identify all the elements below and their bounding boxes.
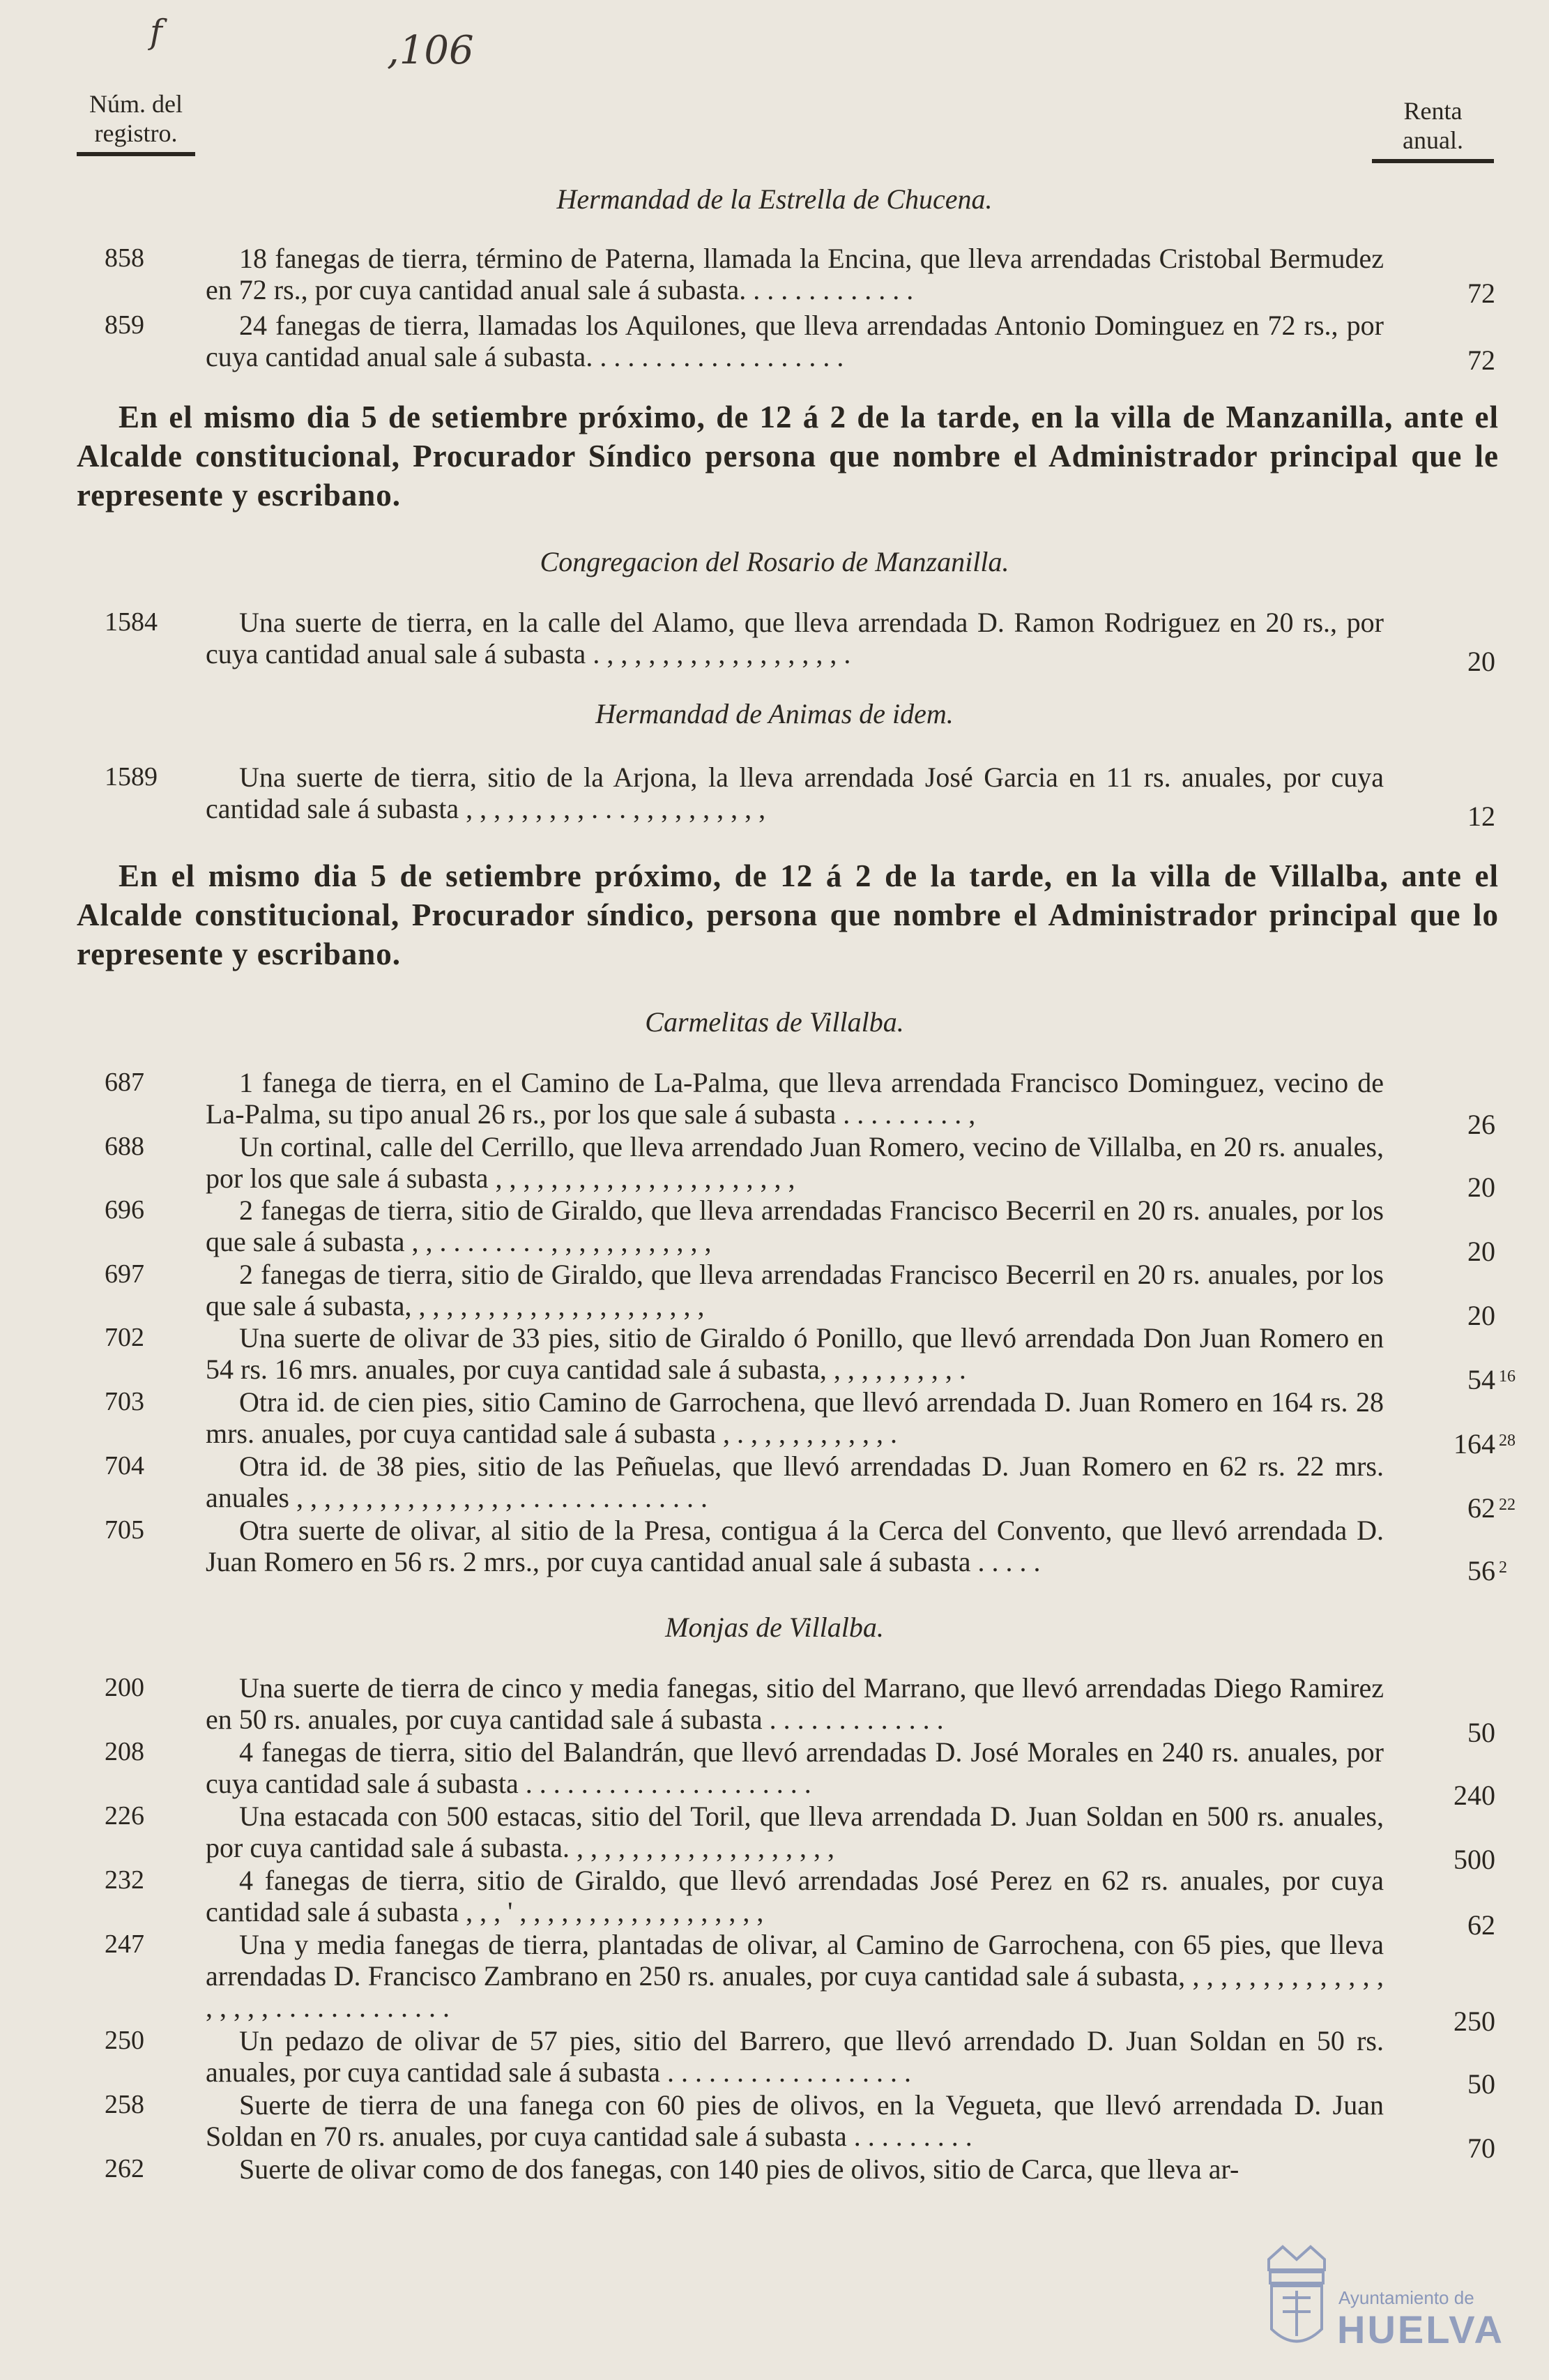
entry-amount: 50 [1467, 1717, 1495, 1748]
entry-amount: 20 [1467, 646, 1495, 677]
entry-amount: 62 [1467, 1909, 1495, 1941]
header-right-line1: Renta [1403, 97, 1463, 125]
auction-announcement: En el mismo dia 5 de setiembre próximo, de 12 á 2 de la tarde, en la villa de Manzanilla, ante el Alcalde constitucional, Procurador Síndico persona que nombre el Administrador principal que le represente y escribano. [77, 400, 1499, 513]
section-title: Monjas de Villalba. [665, 1612, 884, 1643]
section-title: Hermandad de Animas de idem. [595, 698, 954, 729]
entry-amount: 240 [1453, 1780, 1495, 1811]
entry-text: 1 fanega de tierra, en el Camino de La-Palma, que lleva arrendada Francisco Dominguez, vecino de La-Palma, su tipo anual 26 rs., por los que sale á subasta . . . . . . . . . , [206, 1067, 1384, 1130]
section-title: Hermandad de la Estrella de Chucena. [556, 183, 993, 215]
entry-text: 4 fanegas de tierra, sitio de Giraldo, que llevó arrendadas José Perez en 62 rs. anuales, por cuya cantidad sale á subasta , , , ' , , , , , , , , , , , , , , , , , , [206, 1865, 1384, 1927]
entry-text: Una estacada con 500 estacas, sitio del Toril, que lleva arrendada D. Juan Soldan en 500 rs. anuales, por cuya cantidad sale á subasta. , , , , , , , , , , , , , , , , , , , [206, 1801, 1384, 1863]
entry-number: 696 [105, 1195, 144, 1225]
entry-number: 704 [105, 1451, 144, 1480]
entry-number: 1584 [105, 607, 158, 637]
header-left-line2: registro. [94, 119, 178, 147]
entry-maravedis: 2 [1499, 1559, 1507, 1577]
entry-number: 859 [105, 310, 144, 340]
entry-number: 250 [105, 2026, 144, 2055]
entry-text: 2 fanegas de tierra, sitio de Giraldo, que lleva arrendadas Francisco Becerril en 20 rs. anuales, por los que sale á subasta , , . . . . . . . . , , , , , , , , , , , , [206, 1195, 1384, 1257]
entry-maravedis: 22 [1499, 1496, 1516, 1514]
entry-number: 262 [105, 2154, 144, 2183]
header-left-rule [77, 152, 195, 156]
entry-amount: 250 [1453, 2006, 1495, 2037]
entry-number: 688 [105, 1132, 144, 1161]
entry-text: Una suerte de tierra, en la calle del Alamo, que lleva arrendada D. Ramon Rodriguez en 20 rs., por cuya cantidad anual sale á subasta . , , , , , , , , , , , , , , , , , . [206, 607, 1384, 669]
header-annual-rent [1372, 96, 1494, 163]
entry-amount: 54 [1467, 1364, 1495, 1395]
header-registry-number [77, 89, 195, 156]
entry-amount: 20 [1467, 1172, 1495, 1203]
entry-text: Otra suerte de olivar, al sitio de la Presa, contigua á la Cerca del Convento, que llevó arrendada D. Juan Romero en 56 rs. 2 mrs., por cuya cantidad anual sale á subasta . . . . . [206, 1515, 1384, 1577]
header-left-line1: Núm. del [89, 90, 183, 118]
section-title: Carmelitas de Villalba. [645, 1006, 904, 1038]
entry-number: 208 [105, 1737, 144, 1766]
entry-amount: 72 [1467, 278, 1495, 309]
entry-text: Una suerte de tierra de cinco y media fanegas, sitio del Marrano, que llevó arrendadas Diego Ramirez en 50 rs. anuales, por cuya cantidad sale á subasta . . . . . . . . . . . . . [206, 1672, 1384, 1735]
entry-text: 2 fanegas de tierra, sitio de Giraldo, que lleva arrendadas Francisco Becerril en 20 rs. anuales, por los que sale á subasta, , , , , , , , , , , , , , , , , , , , , , [206, 1259, 1384, 1321]
entry-text: Una y media fanegas de tierra, plantadas de olivar, al Camino de Garrochena, con 65 pies, que lleva arrendadas D. Francisco Zambrano en 250 rs. anuales, por cuya cantidad sale á subasta, , , , , , , , , , , , , , , , , , , , . . . . . . . . . . . . . [206, 1929, 1384, 2023]
entry-amount: 70 [1467, 2132, 1495, 2164]
entry-text: Un pedazo de olivar de 57 pies, sitio del Barrero, que llevó arrendado D. Juan Soldan en 50 rs. anuales, por cuya cantidad sale á subasta . . . . . . . . . . . . . . . . . . [206, 2025, 1384, 2088]
section-title: Congregacion del Rosario de Manzanilla. [540, 546, 1009, 577]
entry-text: 4 fanegas de tierra, sitio del Balandrán, que llevó arrendadas D. José Morales en 240 rs. anuales, por cuya cantidad sale á subasta . . . . . . . . . . . . . . . . . . . . . [206, 1736, 1384, 1799]
entry-number: 200 [105, 1673, 144, 1702]
entry-text: 18 fanegas de tierra, término de Paterna, llamada la Encina, que lleva arrendadas Cristobal Bermudez en 72 rs., por cuya cantidad anual sale á subasta. . . . . . . . . . . . . [206, 243, 1384, 305]
entry-amount: 72 [1467, 344, 1495, 376]
handwritten-page-number: ,106 [387, 28, 474, 73]
entry-amount: 20 [1467, 1300, 1495, 1331]
entry-number: 687 [105, 1068, 144, 1097]
handwritten-corner-mark: f [150, 13, 162, 52]
logo-line1: Ayuntamiento de [1338, 2287, 1474, 2308]
entry-text: Otra id. de 38 pies, sitio de las Peñuelas, que llevó arrendadas D. Juan Romero en 62 rs. 22 mrs. anuales , , , , , , , , , , , , , , , , . . . . . . . . . . . . . . [206, 1450, 1384, 1513]
entry-amount: 12 [1467, 801, 1495, 832]
entry-text: Un cortinal, calle del Cerrillo, que lleva arrendado Juan Romero, vecino de Villalba, en 20 rs. anuales, por los que sale á subasta , , , , , , , , , , , , , , , , , , , , , , [206, 1131, 1384, 1194]
entry-text: Otra id. de cien pies, sitio Camino de Garrochena, que llevó arrendada D. Juan Romero en 164 rs. 28 mrs. anuales, por cuya cantidad sale á subasta , . , , , , , , , , , , . [206, 1386, 1384, 1449]
entry-text: Suerte de tierra de una fanega con 60 pies de olivos, en la Vegueta, que llevó arrendada D. Juan Soldan en 70 rs. anuales, por cuya cantidad sale á subasta . . . . . . . . . [206, 2089, 1384, 2152]
auction-announcement: En el mismo dia 5 de setiembre próximo, de 12 á 2 de la tarde, en la villa de Villalba, ante el Alcalde constitucional, Procurador síndico, persona que nombre el Administrador principal que lo represente y escribano. [77, 858, 1499, 971]
entry-number: 258 [105, 2090, 144, 2119]
entry-number: 247 [105, 1930, 144, 1959]
entry-number: 1589 [105, 762, 158, 791]
entry-maravedis: 28 [1499, 1432, 1516, 1450]
entry-amount: 26 [1467, 1109, 1495, 1140]
logo-line2: HUELVA [1337, 2307, 1504, 2351]
entry-number: 702 [105, 1323, 144, 1352]
entry-number: 703 [105, 1387, 144, 1416]
entry-text: Una suerte de tierra, sitio de la Arjona, la lleva arrendada José Garcia en 11 rs. anuales, por cuya cantidad sale á subasta , , , , , , , , , . . . , , , , , , , , , , [206, 761, 1384, 824]
entry-amount: 62 [1467, 1492, 1495, 1524]
header-right-rule [1372, 159, 1494, 163]
entry-amount: 20 [1467, 1236, 1495, 1267]
header-right-line2: anual. [1403, 126, 1463, 154]
huelva-watermark [1255, 2231, 1513, 2364]
entry-text: Suerte de olivar como de dos fanegas, con 140 pies de olivos, sitio de Carca, que lleva ar- [239, 2153, 1239, 2185]
entry-maravedis: 16 [1499, 1367, 1516, 1386]
entry-number: 858 [105, 243, 144, 273]
entry-number: 705 [105, 1515, 144, 1545]
entry-text: 24 fanegas de tierra, llamadas los Aquilones, que lleva arrendadas Antonio Dominguez en 72 rs., por cuya cantidad anual sale á subasta. . . . . . . . . . . . . . . . . . . [206, 310, 1384, 372]
entry-amount: 164 [1453, 1428, 1495, 1460]
entry-number: 697 [105, 1259, 144, 1289]
entry-amount: 56 [1467, 1555, 1495, 1586]
entry-text: Una suerte de olivar de 33 pies, sitio de Giraldo ó Ponillo, que llevó arrendada Don Juan Romero en 54 rs. 16 mrs. anuales, por cuya cantidad sale á subasta, , , , , , , , , , . [206, 1322, 1384, 1385]
entry-number: 226 [105, 1801, 144, 1831]
entry-number: 232 [105, 1865, 144, 1895]
entry-amount: 500 [1453, 1844, 1495, 1875]
entry-amount: 50 [1467, 2068, 1495, 2100]
